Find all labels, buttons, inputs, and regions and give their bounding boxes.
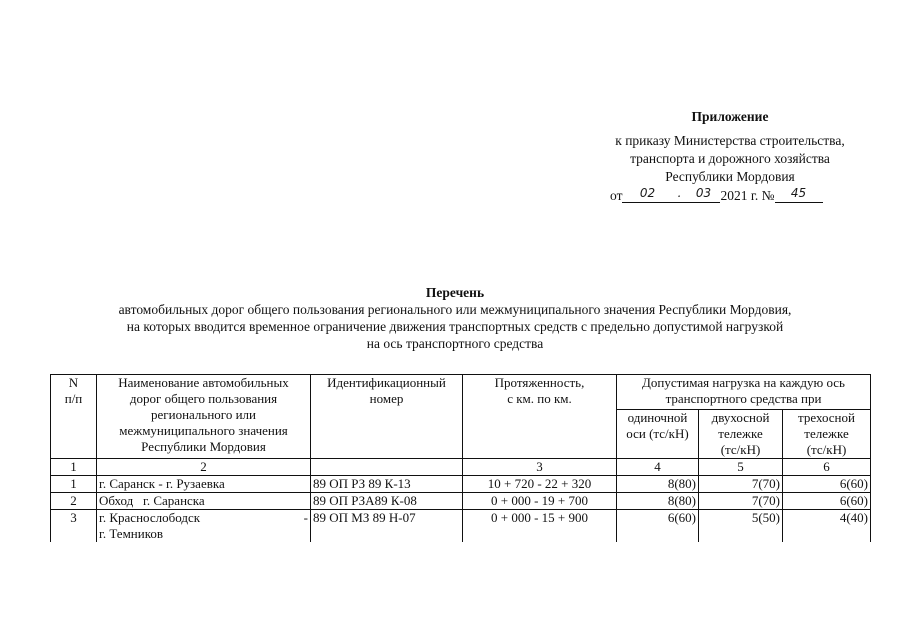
column-number-row <box>51 459 871 476</box>
road-name-dash: - <box>303 510 308 525</box>
road-id: 89 ОП МЗ 89 Н-07 <box>311 510 463 543</box>
header-single-axle: одиночной оси (тс/кН) <box>617 410 699 459</box>
road-name: г. Саранск - г. Рузаевка <box>97 476 311 493</box>
load-triple: 6(60) <box>783 493 871 510</box>
order-number: 45 <box>790 186 807 200</box>
road-length: 0 + 000 - 19 + 700 <box>463 493 617 510</box>
table-row <box>51 476 871 493</box>
col-number: 5 <box>699 459 783 476</box>
load-double: 5(50) <box>699 510 783 543</box>
road-name-end: г. Темников <box>99 526 164 541</box>
load-double: 7(70) <box>699 476 783 493</box>
table-row <box>51 510 871 543</box>
order-number-underline <box>775 187 823 203</box>
list-subtitle-line: автомобильных дорог общего пользования регионального или межмуниципального значения Республики Мордовия, <box>118 302 792 317</box>
appendix-line: к приказу Министерства строительства, <box>615 133 845 148</box>
load-single: 8(80) <box>617 476 699 493</box>
load-double: 7(70) <box>699 493 783 510</box>
road-name: Обход г. Саранска <box>97 493 311 510</box>
row-num: 1 <box>51 476 97 493</box>
road-length: 0 + 000 - 15 + 900 <box>463 510 617 543</box>
col-number: 3 <box>463 459 617 476</box>
date-underline <box>622 187 672 203</box>
col-number: 4 <box>617 459 699 476</box>
road-id: 89 ОП РЗ 89 К-13 <box>311 476 463 493</box>
col-number: 1 <box>51 459 97 476</box>
appendix-title: Приложение <box>691 109 769 124</box>
list-title: Перечень <box>425 285 485 300</box>
road-length: 10 + 720 - 22 + 320 <box>463 476 617 493</box>
date-separator: . <box>677 186 682 200</box>
header-length: Протяженность, с км. по км. <box>463 375 617 459</box>
col-number: 2 <box>97 459 311 476</box>
date-month: 03 <box>695 186 712 200</box>
list-subtitle-line: на ось транспортного средства <box>366 336 544 351</box>
table-header-row <box>51 375 871 410</box>
road-name <box>97 510 311 543</box>
header-load: Допустимая нагрузка на каждую ось транспортного средства при <box>617 375 871 410</box>
load-single: 6(60) <box>617 510 699 543</box>
appendix-block <box>580 108 880 205</box>
appendix-line: транспорта и дорожного хозяйства <box>630 151 830 166</box>
header-double-axle: двухосной тележке (тс/кН) <box>699 410 783 459</box>
col-number-empty <box>311 459 463 476</box>
date-year: 2021 г. № <box>720 188 775 203</box>
date-prefix: от <box>610 188 623 203</box>
date-underline <box>672 187 686 203</box>
load-triple: 6(60) <box>783 476 871 493</box>
road-name-start: г. Краснослободск <box>99 510 201 525</box>
appendix-line: Республики Мордовия <box>665 169 795 184</box>
col-number: 6 <box>783 459 871 476</box>
header-num: N п/п <box>51 375 97 459</box>
load-triple: 4(40) <box>783 510 871 543</box>
header-id: Идентификационный номер <box>311 375 463 459</box>
roads-table <box>50 374 871 542</box>
list-subtitle-line: на которых вводится временное ограничение движения транспортных средств с предельно допустимой нагрузкой <box>126 319 784 334</box>
date-underline <box>686 187 720 203</box>
list-heading <box>60 284 850 352</box>
date-day: 02 <box>639 186 656 200</box>
header-triple-axle: трехосной тележке (тс/кН) <box>783 410 871 459</box>
road-id: 89 ОП РЗА89 К-08 <box>311 493 463 510</box>
row-num: 3 <box>51 510 97 543</box>
load-single: 8(80) <box>617 493 699 510</box>
header-name: Наименование автомобильных дорог общего пользования регионального или межмуниципального значения Республики Мордовия <box>97 375 311 459</box>
order-date-line <box>580 187 880 205</box>
row-num: 2 <box>51 493 97 510</box>
table-row <box>51 493 871 510</box>
